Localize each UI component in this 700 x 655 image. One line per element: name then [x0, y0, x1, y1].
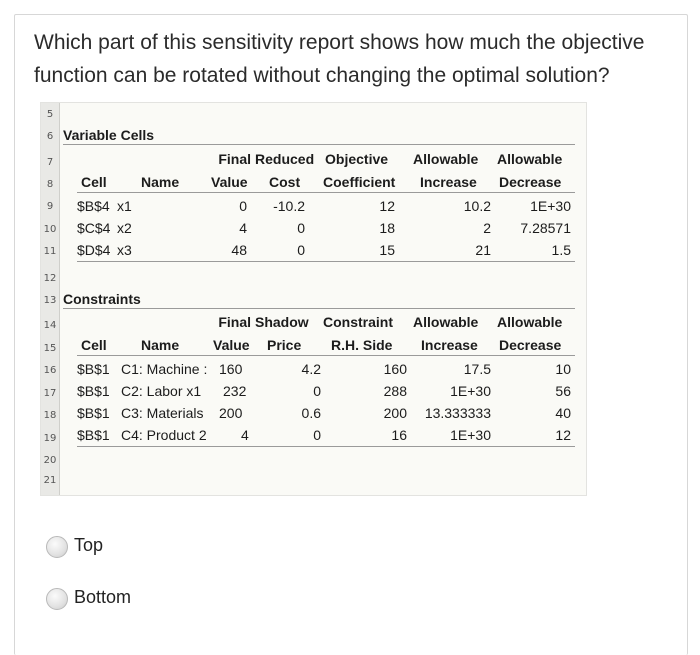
constraints-title: Constraints [63, 291, 141, 307]
var-allow-decrease: 7.28571 [520, 220, 571, 236]
var-allow-decrease: 1E+30 [530, 198, 571, 214]
var-value: 0 [239, 198, 247, 214]
radio-button[interactable] [46, 588, 68, 610]
header-coefficient: Coefficient [323, 174, 396, 190]
row-number: 9 [46, 201, 54, 212]
row-number-gutter [41, 103, 60, 495]
con-allow-decrease: 10 [555, 361, 571, 377]
header-value: Value [211, 174, 248, 190]
header-final: Final [218, 151, 251, 167]
header-name: Name [141, 174, 180, 190]
con-rh-side: 288 [383, 383, 407, 399]
divider [63, 144, 575, 145]
row-number: 10 [43, 224, 57, 235]
header-cell: Cell [81, 337, 107, 353]
con-rh-side: 200 [383, 405, 407, 421]
row-number: 11 [43, 246, 57, 257]
con-cell: $B$1 [77, 383, 110, 399]
divider [77, 355, 575, 356]
con-name: C3: Materials [121, 405, 204, 421]
var-name: x2 [117, 220, 132, 236]
header-reduced: Reduced [255, 151, 315, 167]
option-bottom[interactable] [44, 585, 344, 613]
con-cell: $B$1 [77, 427, 110, 443]
row-number: 20 [43, 455, 57, 466]
header-constraint: Constraint [323, 314, 393, 330]
con-name: C1: Machine : [121, 361, 208, 377]
var-value: 48 [231, 242, 247, 258]
header-allowable-inc: Allowable [413, 151, 479, 167]
var-cell: $C$4 [77, 220, 111, 236]
header-rh-side: R.H. Side [331, 337, 393, 353]
header-price: Price [267, 337, 302, 353]
var-reduced-cost: 0 [297, 220, 305, 236]
con-allow-increase: 17.5 [463, 361, 491, 377]
header-decrease: Decrease [499, 174, 562, 190]
con-shadow-price: 0 [313, 427, 321, 443]
row-number: 19 [43, 433, 57, 444]
con-name: C4: Product 2 [121, 427, 207, 443]
con-allow-increase: 1E+30 [450, 427, 491, 443]
var-objective-coef: 15 [379, 242, 395, 258]
divider [77, 446, 575, 447]
row-number: 15 [43, 343, 57, 354]
con-value: 4 [241, 427, 249, 443]
header-name: Name [141, 337, 180, 353]
con-value: 232 [223, 383, 247, 399]
var-reduced-cost: -10.2 [273, 198, 305, 214]
var-objective-coef: 12 [379, 198, 395, 214]
con-cell: $B$1 [77, 405, 110, 421]
divider [63, 308, 575, 309]
question-text: Which part of this sensitivity report shows how much the objective function can be rotated without changing the optimal solution? [34, 31, 645, 87]
var-name: x1 [117, 198, 132, 214]
con-cell: $B$1 [77, 361, 110, 377]
con-value: 200 [219, 405, 243, 421]
sensitivity-report-image [40, 102, 587, 496]
con-allow-decrease: 56 [555, 383, 571, 399]
radio-button[interactable] [46, 536, 68, 558]
var-reduced-cost: 0 [297, 242, 305, 258]
con-allow-increase: 1E+30 [450, 383, 491, 399]
option-top[interactable] [44, 533, 344, 561]
row-number: 18 [43, 410, 57, 421]
var-cell: $B$4 [77, 198, 110, 214]
header-cost: Cost [269, 174, 301, 190]
divider [77, 192, 575, 193]
row-number: 16 [43, 365, 57, 376]
var-allow-increase: 2 [483, 220, 491, 236]
header-decrease: Decrease [499, 337, 562, 353]
option-label: Top [74, 535, 104, 555]
row-number: 7 [46, 157, 54, 168]
var-name: x3 [117, 242, 132, 258]
header-increase: Increase [420, 174, 477, 190]
header-shadow: Shadow [255, 314, 309, 330]
row-number: 5 [46, 109, 54, 120]
row-number: 14 [43, 320, 57, 331]
var-allow-increase: 21 [475, 242, 491, 258]
con-allow-decrease: 40 [555, 405, 571, 421]
header-value: Value [213, 337, 250, 353]
con-rh-side: 160 [383, 361, 407, 377]
var-cell: $D$4 [77, 242, 111, 258]
header-allowable-dec: Allowable [497, 151, 563, 167]
row-number: 17 [43, 388, 57, 399]
variable-cells-title: Variable Cells [63, 127, 155, 143]
row-number: 21 [43, 475, 57, 486]
row-number: 8 [46, 179, 54, 190]
row-number: 13 [43, 295, 57, 306]
con-value: 160 [219, 361, 243, 377]
header-allowable-dec: Allowable [497, 314, 563, 330]
row-number: 6 [46, 131, 54, 142]
var-allow-decrease: 1.5 [551, 242, 571, 258]
row-number: 12 [43, 273, 57, 284]
header-allowable-inc: Allowable [413, 314, 479, 330]
header-cell: Cell [81, 174, 107, 190]
divider [77, 261, 575, 262]
con-allow-decrease: 12 [555, 427, 571, 443]
option-label: Bottom [74, 587, 132, 607]
con-rh-side: 16 [391, 427, 407, 443]
var-objective-coef: 18 [379, 220, 395, 236]
var-value: 4 [239, 220, 247, 236]
con-shadow-price: 0 [313, 383, 321, 399]
header-objective: Objective [325, 151, 389, 167]
con-allow-increase: 13.333333 [424, 405, 491, 421]
con-shadow-price: 4.2 [301, 361, 321, 377]
header-increase: Increase [421, 337, 478, 353]
con-shadow-price: 0.6 [301, 405, 321, 421]
header-final: Final [218, 314, 251, 330]
con-name: C2: Labor x1 [121, 383, 202, 399]
var-allow-increase: 10.2 [463, 198, 491, 214]
